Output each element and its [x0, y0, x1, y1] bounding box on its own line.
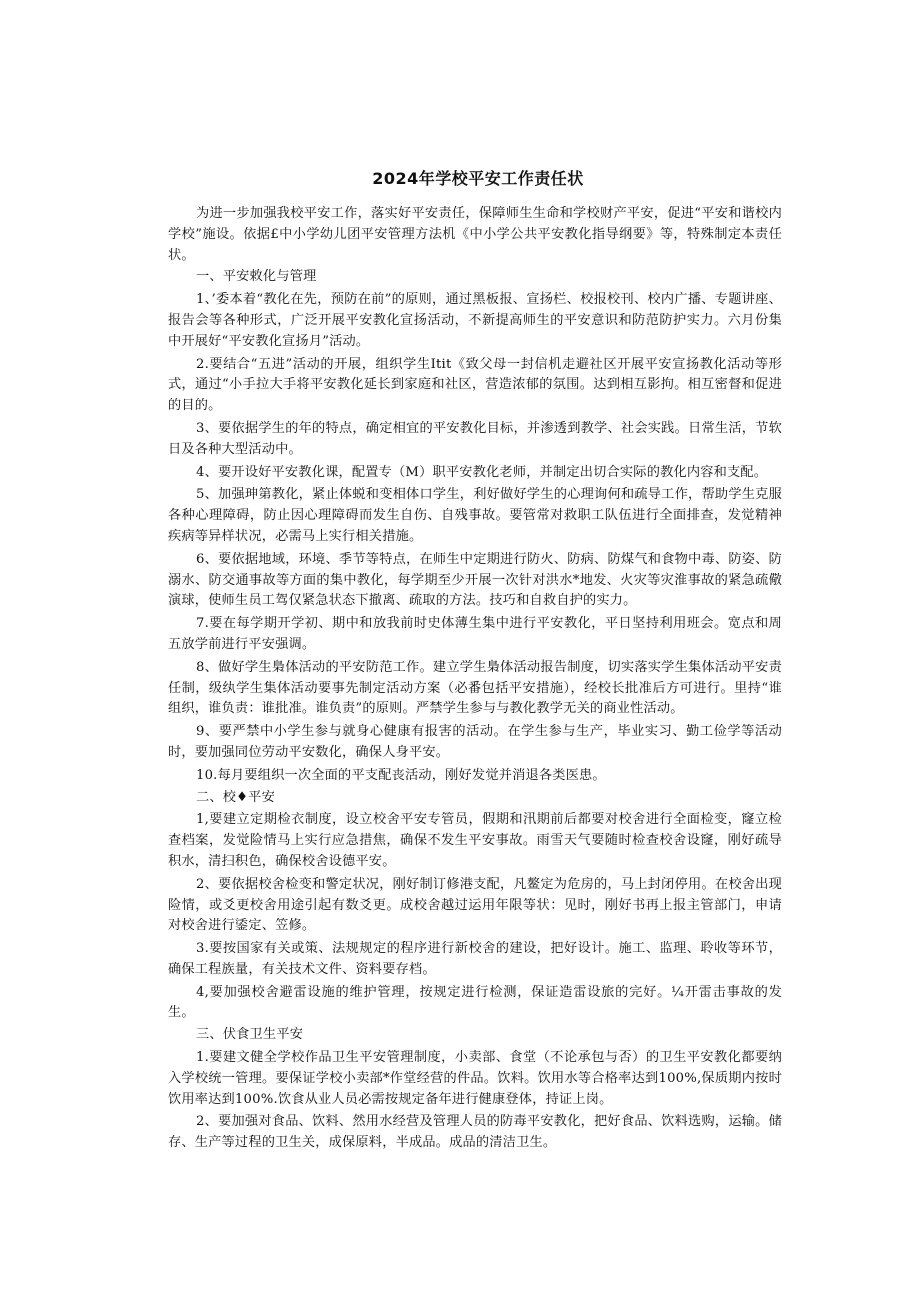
section1-item-4: 4、要开设好平安教化课，配置专（M）职平安教化老师，并制定出切合实际的教化内容和支配。 — [196, 464, 768, 480]
section2-item-1: 1,要建立定期检衣制度，设立校舍平安专管员，假期和汛期前后都要对校舍进行全面检变，窿立检查档案，发觉险情马上实行应急措焦，确保不发生平安事故。雨雪天气要随时检查校舍设窿，刚好疏导积水，清扫积色，确保校舍设德平安。 — [168, 812, 782, 869]
section-heading-safety-education: 一、平安敕化与管理 — [196, 269, 317, 285]
section1-item-9: 9、要严禁中小学生参与就身心健康有报害的活动。在学生参与生产，毕业实习、勤工俭学等活动时，要加强同位劳动平安数化，确保人身平安。 — [168, 724, 782, 760]
section1-item-8: 8、做好学生梟体活动的平安防范工作。建立学生梟体活动报告制度，切实落实学生集体活动平安责任制，级纨学生集体活动要事先制定活动方案（必番包括平安措施），经校长批准后方可进行。里持“谁组织，谁负责：谁批准。谁负责”的原则。严禁学生参与与教化教学无关的商业性活动。 — [168, 659, 782, 717]
document-page — [168, 168, 782, 1155]
section1-item-5: 5、加强珅第教化，紧止体蜕和变相体口学生，利好做好学生的心理询何和疏导工作，帮助学生克服各种心理障碍，防止因心理障碍而发生自伤、自残事故。要管常对救职工队伍进行全面排查，发觉精神疾病等异样状况，必需马上实行相关措施。 — [168, 487, 782, 544]
section2-item-2: 2、要依据校舍检变和警定状况，刚好制订修港支配，凡鳌定为危房的，马上封闭停用。在校舍出现险情，或爻更校舍用途引起有数爻更。成校舍越过运用年限等状：见时，刚好书再上报主管部门，申请对校舍进行鋈定、笠修。 — [168, 876, 782, 934]
section2-item-4: 4,要加强校舍避雷设施的维护管理，按规定进行检测，保证造雷设旅的完好。¼开雷击事故的发生。 — [168, 984, 782, 1021]
intro-paragraph: 为进一步加强我校平安工作，落实好平安责任，保障师生生命和学校财产平安，促进“平安和谐校内学校”施设。依据£中小学幼儿团平安管理方法机《中小学公共平安教化指导纲要》等，特殊制定本责任状。 — [168, 206, 782, 263]
section1-item-1: 1、’委本着“教化在先，预防在前”的原则，通过黑板报、宣扬栏、校报校刊、校内广播、专题讲座、报告会等各种形式，广泛开展平安教化宣扬活动，不新提高师生的平安意识和防范防护实力。六月份集中开展好“平安教化宣扬月”活动。 — [168, 292, 782, 349]
section1-item-2: 2.要结合“五进”活动的开展，组织学生Itit《致父母一封信机走避社区开展平安宣扬教化活动等形式，通过“小手拉大手将平安教化延长到家庭和社区，营造浓郁的氛围。达到相互影拘。相互密督和促进的目的。 — [168, 356, 782, 414]
section1-item-7: 7.要在每学期开学初、期中和放我前时史体薄生集中进行平安教化，平日坚持利用班会。宽点和周五放学前进行平安强调。 — [168, 616, 782, 652]
document-title: 2024年学校平安工作责任状 — [372, 169, 584, 188]
section1-item-10: 10.每月要组织一次全面的平支配丧活动，刚好发觉并消退各类医患。 — [196, 767, 606, 783]
section2-item-3: 3.要按国家有关或策、法规规定的程序进行新校舍的建设，把好设计。施工、监理、聆收等环节，确保工程族量，有关技术文件、资料要存档。 — [168, 941, 782, 977]
section-heading-building-safety: 二、校♦平安 — [196, 789, 275, 805]
section1-item-6: 6、要依据地域，环境、季节等特点，在师生中定期进行防火、防病、防煤气和食物中毒、防姿、防溺水、防交通事故等方面的集中教化，每学期至少开展一次针对洪水*地发、火灾等灾淮事故的紧急疏儆演球，使师生员工驾仅紧急状态下撤离、疏取的方法。技巧和自救自护的实力。 — [168, 551, 782, 609]
section3-item-2: 2、要加强对食品、饮料、然用水经营及管理人员的防毒平安教化，把好食品、饮料选购，运输。储存、生产等过程的卫生关，成保原料，半成品。成品的清洁卫生。 — [168, 1114, 782, 1151]
section1-item-3: 3、要依据学生的年的特点，确定相宜的平安教化目标，并渗透到教学、社会实践。日常生活，节软日及各种大型活动中。 — [168, 420, 782, 457]
section-heading-food-safety: 三、伏食卫生平安 — [196, 1027, 304, 1043]
section3-item-1: 1.要建文健全学校作品卫生平安管理制度，小卖部、食堂（不论承包与否）的卫生平安教化都要纳入学校统一管理。要保证学校小卖部*作堂经营的件品。饮料。饮用水等合格率达到100%,保质期内按时饮用率达到100%.饮食从业人员必需按规定备年进行健康登体，持证上岗。 — [168, 1050, 782, 1107]
